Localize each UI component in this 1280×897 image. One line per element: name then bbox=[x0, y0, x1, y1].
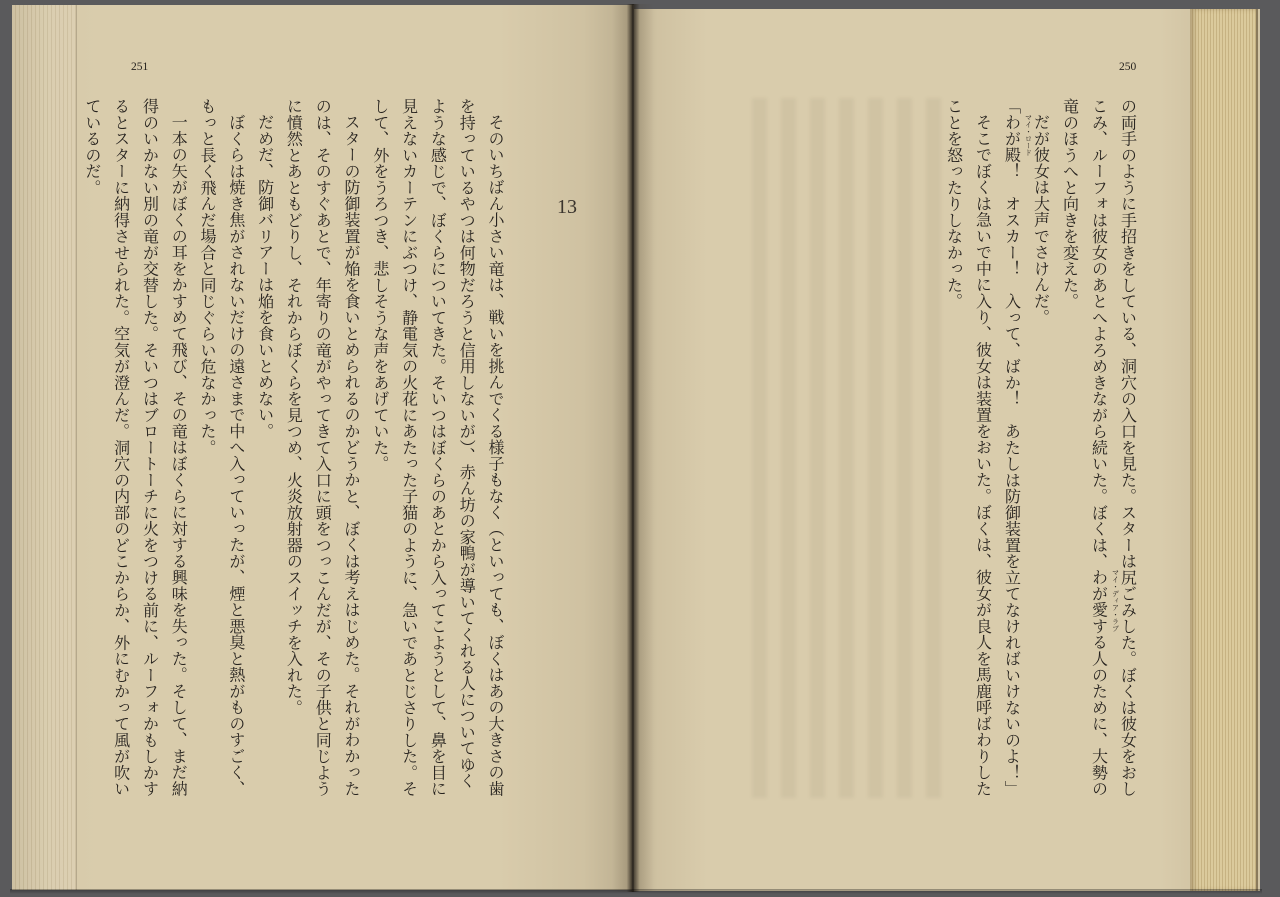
ruby-annotation: マイ・ディア・ラブ bbox=[1111, 569, 1120, 633]
text-column: だが彼女は大声でさけんだ。 bbox=[1031, 114, 1051, 326]
page-number: 250 bbox=[1119, 61, 1137, 73]
text-column: ぼくらは焼き焦がされないだけの遠さまで中へ入っていったが、煙と悪臭と熱がものすごく、 bbox=[226, 114, 246, 797]
text-column: ことを怒ったりしなかった。 bbox=[944, 98, 964, 310]
text-column: の両手のように手招きをしている、洞穴の入口を見た。スターは尻ごみした。ぼくは彼女をおし bbox=[1118, 98, 1138, 797]
text-column bbox=[1085, 98, 1120, 803]
ruby-base: わが殿 bbox=[1002, 114, 1022, 163]
chapter-number: 13 bbox=[557, 196, 577, 218]
gutter-shadow bbox=[612, 4, 654, 892]
page-number: 251 bbox=[131, 61, 149, 73]
left-page-stack-edge bbox=[12, 5, 77, 890]
right-page bbox=[632, 9, 1260, 891]
text-column: ような感じで、ぼくらについてきた。そいつはぼくらのあとから入ってこようとして、鼻を目に bbox=[428, 98, 448, 797]
text-column: るとスターに納得させられた。空気が澄んだ。洞穴の内部のどこからか、外にむかって風が吹い bbox=[111, 98, 131, 797]
text-column: 見えないカーテンにぶつけ、静電気の火花にあたった子猫のように、急いであとじさりした。そ bbox=[399, 98, 419, 797]
text-column: スターの防御装置が焔を食いとめられるのかどうかと、ぼくは考えはじめた。それがわかった bbox=[342, 114, 362, 797]
ruby-group bbox=[1002, 114, 1033, 163]
text-column bbox=[998, 98, 1033, 803]
text-segment: のために、大勢の bbox=[1089, 666, 1109, 797]
text-column: そこでぼくは急いで中に入り、彼女は装置をおいた。ぼくは、彼女が良人を馬鹿呼ばわりした bbox=[973, 114, 993, 797]
right-page-stack-edge bbox=[1190, 9, 1258, 891]
book-bottom-shadow bbox=[10, 889, 1262, 894]
text-segment: ！ オスカー！ 入って、ばか！ あたしは防御装置を立てなければいけないのよ！」 bbox=[1002, 163, 1022, 797]
text-column: して、外をうろつき、悲しそうな声をあげていた。 bbox=[370, 98, 390, 472]
right-page-text bbox=[938, 98, 1143, 803]
text-column: そのいちばん小さい竜は、戦いを挑んでくる様子もなく（といっても、ぼくはあの大きさの歯 bbox=[486, 114, 505, 797]
text-column: もっと長く飛んだ場合と同じぐらい危なかった。 bbox=[198, 98, 218, 456]
ruby-base: わが愛する人 bbox=[1089, 569, 1109, 667]
text-column: 一本の矢がぼくの耳をかすめて飛び、その竜はぼくらに対する興味を失った。そして、まだ納 bbox=[169, 114, 189, 797]
show-through-ghost-text bbox=[752, 98, 942, 798]
left-page-text bbox=[75, 98, 509, 803]
left-page bbox=[12, 5, 634, 890]
text-column: を持っているやつは何物だろうと信用しないが）、赤ん坊の家鴨が導いてくれる人についてゆく bbox=[457, 98, 477, 789]
ruby-group bbox=[1089, 569, 1120, 667]
text-column: のは、そのすぐあとで、年寄りの竜がやってきて入口に頭をつっこんだが、その子供と同じよう bbox=[313, 98, 333, 797]
text-column: ているのだ。 bbox=[82, 98, 102, 196]
text-segment: 「 bbox=[1002, 98, 1022, 115]
text-column: 竜のほうへと向きを変えた。 bbox=[1060, 98, 1080, 310]
text-column: 得のいかない別の竜が交替した。そいつはブロートーチに火をつける前に、ルーフォかもしかす bbox=[140, 98, 160, 797]
text-column: だめだ、防御バリアーは焔を食いとめない。 bbox=[255, 114, 275, 440]
ruby-annotation: マイ・ロード bbox=[1024, 114, 1033, 157]
text-segment: こみ、ルーフォは彼女のあとへよろめきながら続いた。ぼくは、 bbox=[1089, 98, 1109, 570]
text-column: に憤然とあともどりし、それからぼくらを見つめ、火炎放射器のスイッチを入れた。 bbox=[284, 98, 304, 716]
